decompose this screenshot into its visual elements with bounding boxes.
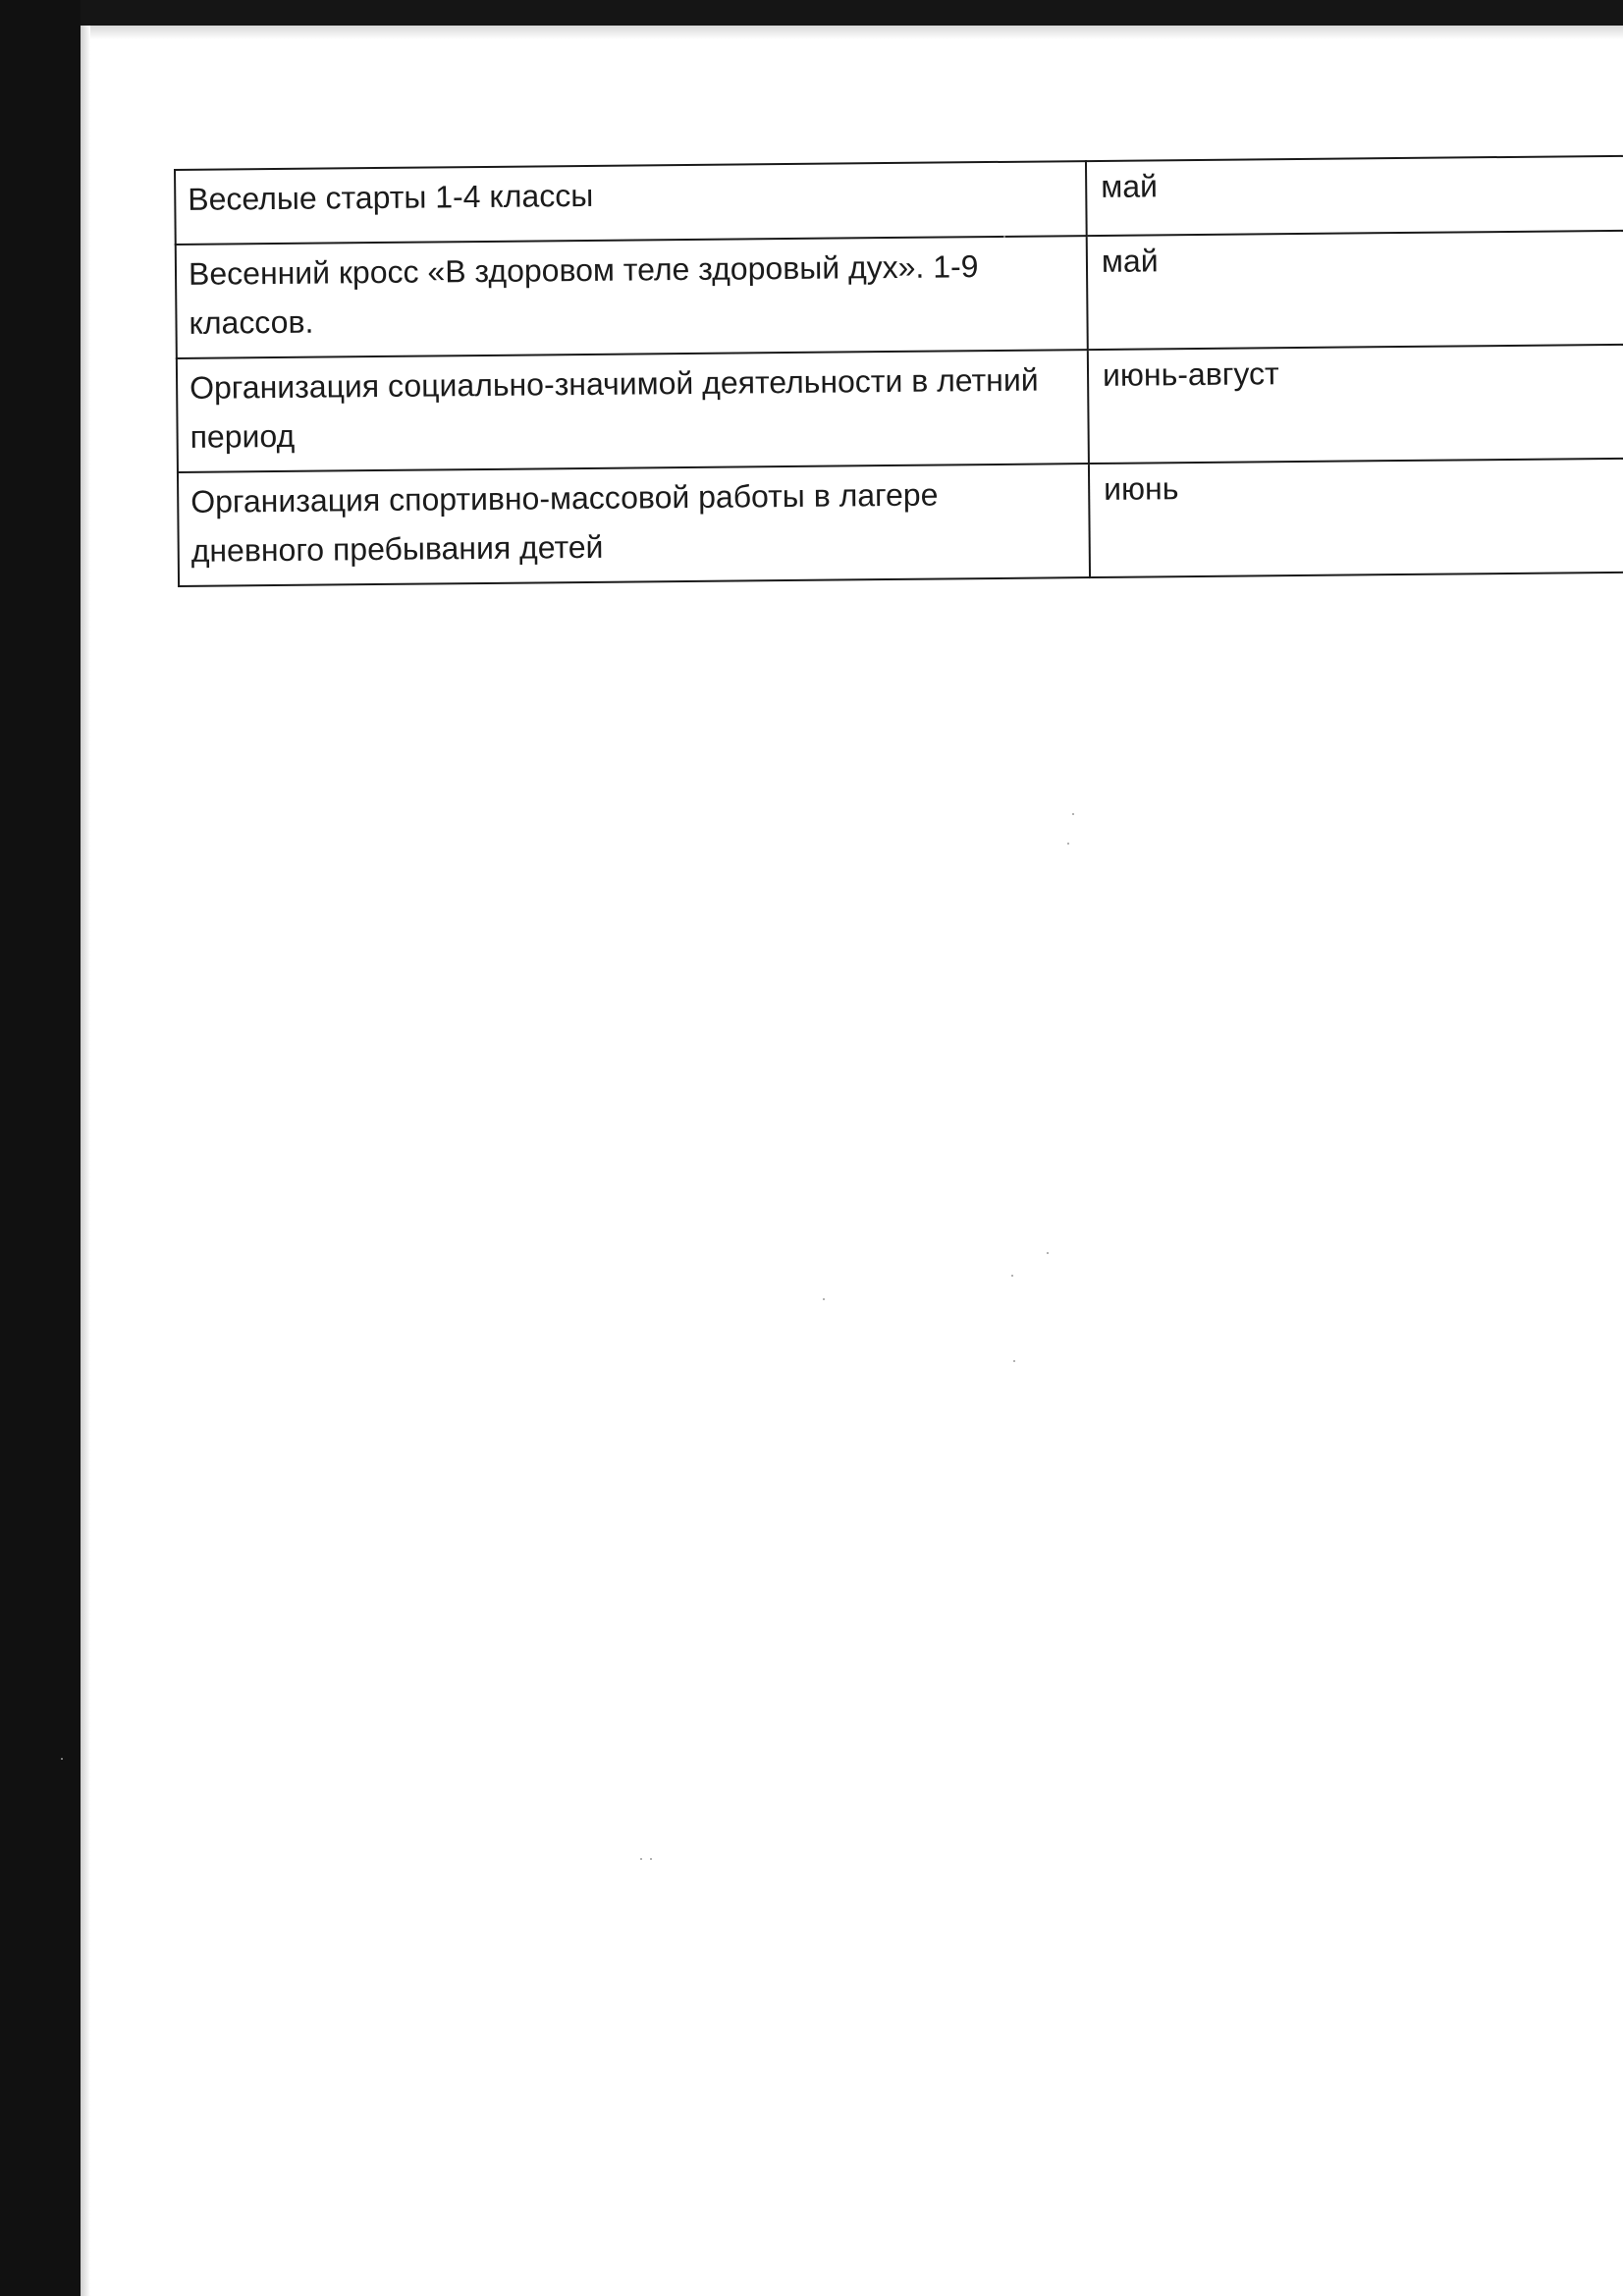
scan-speck	[1013, 1360, 1015, 1362]
scan-speck	[650, 1858, 652, 1860]
scan-speck	[823, 1298, 825, 1300]
event-cell: Организация спортивно-массовой работы в лагере дневного пребывания детей	[178, 464, 1090, 586]
page-left-shadow	[81, 26, 90, 2296]
event-cell: Весенний кросс «В здоровом теле здоровый дух». 1-9 классов.	[176, 236, 1088, 358]
table-row	[175, 156, 1623, 245]
scan-speck	[1067, 843, 1069, 845]
table-row	[177, 345, 1623, 472]
event-cell: Организация социально-значимой деятельности в летний период	[177, 350, 1089, 472]
scan-border-top	[0, 0, 1623, 26]
event-cell: Веселые старты 1-4 классы	[175, 161, 1087, 245]
date-cell: июнь	[1089, 459, 1623, 577]
table-row	[178, 459, 1623, 586]
events-table	[174, 155, 1623, 587]
date-cell: май	[1087, 231, 1623, 350]
scan-speck	[61, 1758, 63, 1760]
date-cell: июнь-август	[1088, 345, 1623, 464]
scan-border-left	[0, 0, 81, 2296]
table-row	[176, 231, 1623, 358]
page-top-shadow	[81, 26, 1623, 39]
scan-speck	[1011, 1275, 1013, 1277]
scan-speck	[640, 1858, 642, 1860]
scan-speck	[1047, 1252, 1049, 1254]
scan-speck	[1072, 813, 1074, 815]
date-cell: май	[1086, 156, 1623, 236]
scan-speck	[1003, 236, 1005, 238]
